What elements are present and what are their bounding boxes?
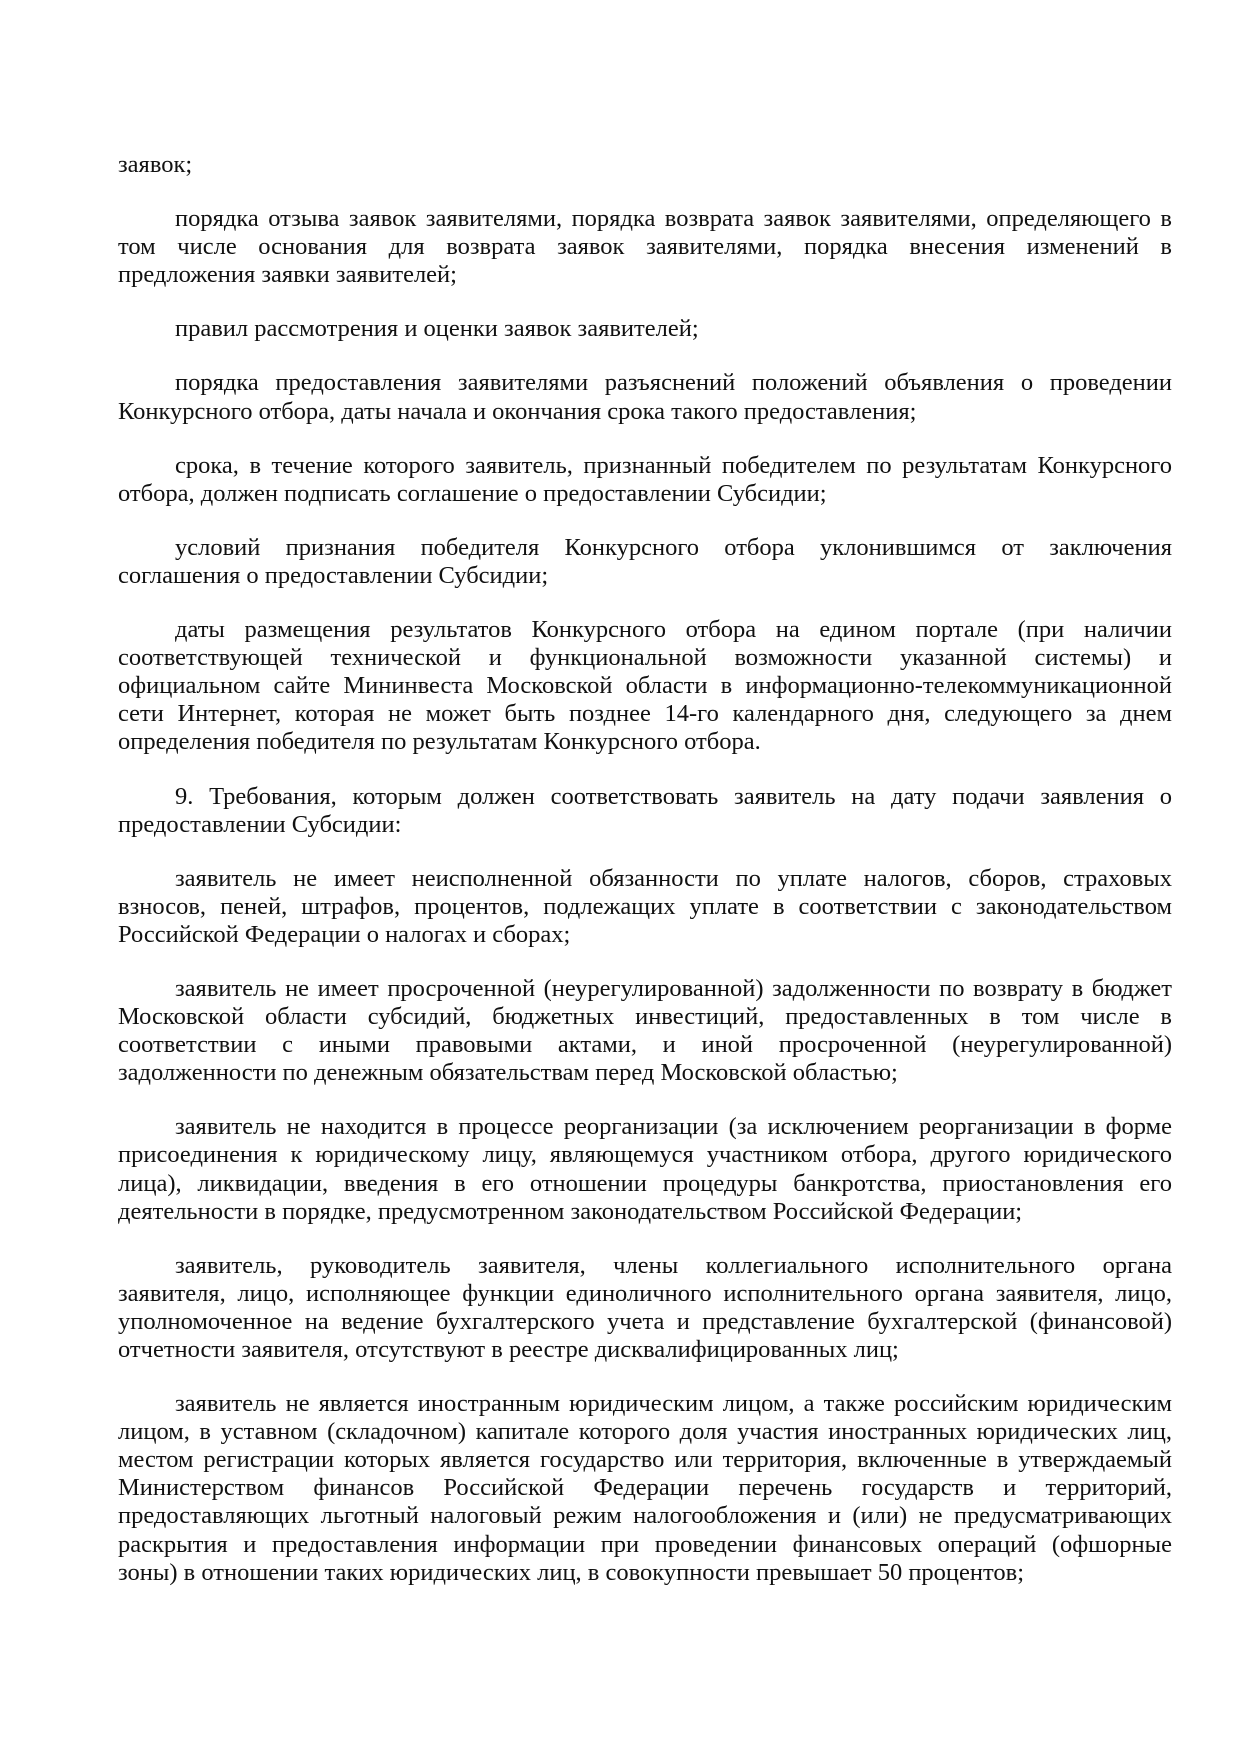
paragraph (118, 205, 1172, 289)
paragraph (118, 783, 1172, 839)
text-line: раскрытия и предоставления информации при проведении финансовых операций (офшорные (118, 1530, 1172, 1558)
text-line: деятельности в порядке, предусмотренном законодательством Российской Федерации; (118, 1197, 1023, 1225)
text-line: заявок; (118, 151, 193, 178)
text-line: сети Интернет, которая не может быть позднее 14-го календарного дня, следующего за днем (118, 700, 1172, 728)
text-line: присоединения к юридическому лицу, являющемуся участником отбора, другого юридического (118, 1141, 1172, 1169)
text-line: порядка отзыва заявок заявителями, порядка возврата заявок заявителями, определяющего в (175, 205, 1172, 233)
text-line: условий признания победителя Конкурсного отбора уклонившимся от заключения (175, 533, 1172, 561)
text-line: заявитель не имеет просроченной (неурегулированной) задолженности по возврату в бюджет (175, 974, 1172, 1002)
text-line: Конкурсного отбора, даты начала и окончания срока такого предоставления; (118, 397, 917, 425)
paragraph (118, 1390, 1172, 1587)
text-line: местом регистрации которых является государство или территория, включенные в утверждаемый (118, 1446, 1172, 1474)
text-line: лицом, в уставном (складочном) капитале которого доля участия иностранных юридических лиц, (118, 1418, 1172, 1446)
paragraph (118, 452, 1172, 508)
text-line: заявитель, руководитель заявителя, члены коллегиального исполнительного органа (175, 1251, 1172, 1279)
text-line: отбора, должен подписать соглашение о предоставлении Субсидии; (118, 479, 827, 507)
text-line: задолженности по денежным обязательствам перед Московской областью; (118, 1059, 898, 1087)
paragraph (118, 534, 1172, 590)
text-line: заявителя, лицо, исполняющее функции единоличного исполнительного органа заявителя, лицо, (118, 1279, 1172, 1307)
text-line: лица), ликвидации, введения в его отношении процедуры банкротства, приостановления его (118, 1169, 1172, 1197)
text-line: отчетности заявителя, отсутствуют в реестре дисквалифицированных лиц; (118, 1336, 899, 1363)
text-line: 9. Требования, которым должен соответствовать заявитель на дату подачи заявления о (175, 782, 1172, 810)
paragraph (118, 1113, 1172, 1225)
text-line: заявитель не имеет неисполненной обязанности по уплате налогов, сборов, страховых (175, 864, 1172, 892)
text-line: заявитель не находится в процессе реорганизации (за исключением реорганизации в форме (175, 1113, 1172, 1141)
text-line: порядка предоставления заявителями разъяснений положений объявления о проведении (175, 369, 1172, 397)
paragraph (118, 151, 1172, 179)
text-line: предложения заявки заявителей; (118, 261, 457, 289)
paragraph (118, 975, 1172, 1087)
text-line: Московской области субсидий, бюджетных инвестиций, предоставленных в том числе в (118, 1003, 1172, 1031)
paragraph (118, 865, 1172, 949)
text-line: заявитель не является иностранным юридическим лицом, а также российским юридическим (175, 1390, 1172, 1418)
text-line: предоставляющих льготный налоговый режим налогообложения и (или) не предусматривающих (118, 1502, 1172, 1530)
text-line: правил рассмотрения и оценки заявок заявителей; (175, 315, 699, 343)
text-line: Министерством финансов Российской Федерации перечень государств и территорий, (118, 1474, 1172, 1502)
text-line: зоны) в отношении таких юридических лиц, в совокупности превышает 50 процентов; (118, 1558, 1025, 1586)
text-line: соответствующей технической и функциональной возможности указанной системы) и (118, 644, 1172, 672)
paragraph (118, 369, 1172, 425)
text-line: соответствии с иными правовыми актами, и иной просроченной (неурегулированной) (118, 1031, 1172, 1059)
document-page (118, 151, 1172, 1613)
paragraph (118, 315, 1172, 343)
text-line: официальном сайте Мининвеста Московской области в информационно-телекоммуникационной (118, 672, 1172, 700)
text-line: предоставлении Субсидии: (118, 810, 402, 838)
text-line: срока, в течение которого заявитель, признанный победителем по результатам Конкурсного (175, 451, 1172, 479)
paragraph (118, 616, 1172, 756)
text-line: взносов, пеней, штрафов, процентов, подлежащих уплате в соответствии с законодательством (118, 892, 1172, 920)
text-line: Российской Федерации о налогах и сборах; (118, 920, 571, 948)
paragraph (118, 1252, 1172, 1364)
text-line: определения победителя по результатам Конкурсного отбора. (118, 728, 761, 756)
text-line: том числе основания для возврата заявок заявителями, порядка внесения изменений в (118, 233, 1172, 261)
text-line: соглашения о предоставлении Субсидии; (118, 561, 549, 589)
text-line: даты размещения результатов Конкурсного отбора на едином портале (при наличии (175, 616, 1172, 644)
text-line: уполномоченное на ведение бухгалтерского учета и представление бухгалтерской (финансовой) (118, 1307, 1172, 1335)
